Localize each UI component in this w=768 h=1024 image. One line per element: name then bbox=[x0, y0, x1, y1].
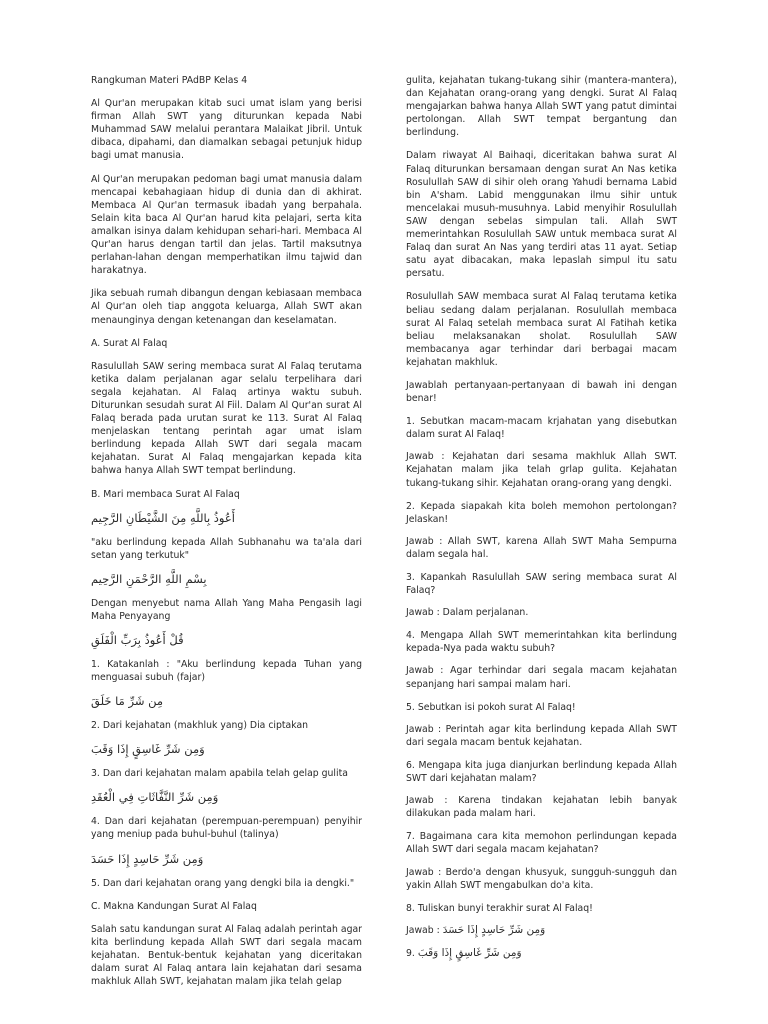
answer-1: Jawab : Kejahatan dari sesama makhluk Allah SWT. Kejahatan malam jika telah grlap gulita. Kejahatan tukang-tukang sihir. Kejahatan orang-orang yang dengki. bbox=[406, 451, 677, 489]
question-5: 5. Sebutkan isi pokoh surat Al Falaq! bbox=[406, 701, 576, 713]
translation-taawudz: "aku berlindung kepada Allah Subhanahu wa ta'ala dari setan yang terkutuk" bbox=[91, 536, 362, 561]
question-4: 4. Mengapa Allah SWT memerintahkan kita berlindung kepada-Nya pada waktu subuh? bbox=[406, 630, 677, 655]
translation-basmalah: Dengan menyebut nama Allah Yang Maha Pengasih lagi Maha Penyayang bbox=[91, 597, 362, 622]
answer-5: Jawab : Perintah agar kita berlindung kepada Allah SWT dari segala macam bentuk kejahatan. bbox=[406, 723, 677, 748]
question-6: 6. Mengapa kita juga dianjurkan berlindung kepada Allah SWT dari kejahatan malam? bbox=[406, 759, 677, 785]
arabic-verse-2: مِن شَرِّ مَا خَلَقَ bbox=[91, 694, 164, 709]
arabic-verse-3: وَمِن شَرِّ غَاسِقٍ إِذَا وَقَبَ bbox=[91, 742, 205, 757]
left-column bbox=[91, 74, 362, 998]
question-9-label: 9. bbox=[406, 947, 418, 959]
answer-8-label: Jawab : bbox=[406, 924, 443, 936]
heading-section-b: B. Mari membaca Surat Al Falaq bbox=[91, 488, 240, 500]
translation-verse-1: 1. Katakanlah : "Aku berlindung kepada Tuhan yang menguasai subuh (fajar) bbox=[91, 659, 362, 684]
heading-section-a: A. Surat Al Falaq bbox=[91, 337, 168, 349]
question-2: 2. Kepada siapakah kita boleh memohon pertolongan? Jelaskan! bbox=[406, 500, 677, 525]
paragraph-meaning: Salah satu kandungan surat Al Falaq adalah perintah agar kita berlindung kepada Allah SWT dari segala macam kejahatan. Bentuk-bentuk kejahatan yang diceritakan dalam surat Al Falaq antara lain kejahatan dari sesama makhluk Allah SWT, kejahatan malam jika telah gelap bbox=[91, 923, 362, 988]
question-8: 8. Tuliskan bunyi terakhir surat Al Falaq! bbox=[406, 902, 593, 914]
translation-verse-5: 5. Dan dari kejahatan orang yang dengki bila ia dengki." bbox=[91, 877, 355, 889]
paragraph-home: Jika sebuah rumah dibangun dengan kebiasaan membaca Al Qur'an oleh tiap anggota keluarga, Allah SWT akan menaunginya dengan ketenangan dan keselamatan. bbox=[91, 288, 362, 326]
answer-4: Jawab : Agar terhindar dari segala macam kejahatan sepanjang hari sampai malam hari. bbox=[406, 665, 677, 690]
question-9 bbox=[406, 947, 677, 960]
answer-6: Jawab : Karena tindakan kejahatan lebih banyak dilakukan pada malam hari. bbox=[406, 795, 677, 820]
document-title: Rangkuman Materi PAdBP Kelas 4 bbox=[91, 75, 248, 86]
arabic-verse-5: وَمِن شَرِّ حَاسِدٍ إِذَا حَسَدَ bbox=[91, 851, 204, 866]
paragraph-surat-al-falaq: Rasulullah SAW sering membaca surat Al Falaq terutama ketika dalam perjalanan agar selalu terpelihara dari segala kejahatan. Al Falaq artinya waktu subuh. Diturunkan sesudah surat Al Fiil. Dalam Al Qur'an surat Al Falaq berada pada urutan surat ke 113. Surat Al Falaq menjelaskan tentang perintah agar umat islam berlindung kepada Allah SWT dari segala macam kejahatan. Surat Al Falaq mengajarkan kepada kita bahwa hanya Allah SWT tempat berlindung. bbox=[91, 360, 362, 477]
question-7: 7. Bagaimana cara kita memohon perlindungan kepada Allah SWT dari segala macam kejahatan? bbox=[406, 831, 677, 856]
translation-verse-3: 3. Dan dari kejahatan malam apabila telah gelap gulita bbox=[91, 768, 348, 780]
answer-2: Jawab : Allah SWT, karena Allah SWT Maha Sempurna dalam segala hal. bbox=[406, 535, 677, 560]
answer-8 bbox=[406, 924, 677, 937]
translation-verse-2: 2. Dari kejahatan (makhluk yang) Dia ciptakan bbox=[91, 720, 309, 732]
answer-7: Jawab : Berdo'a dengan khusyuk, sungguh-sungguh dan yakin Allah SWT mengabulkan do'a kita. bbox=[406, 866, 677, 891]
arabic-taawudz: أَعُوذُ بِاللَّهِ مِنَ الشَّيْطَانِ الرَّجِيم bbox=[91, 510, 235, 525]
arabic-verse-1: قُلْ أَعُوذُ بِرَبِّ الْفَلَقِ bbox=[91, 633, 184, 647]
arabic-basmalah: بِسْمِ اللَّهِ الرَّحْمَنِ الرَّحِيم bbox=[91, 571, 207, 586]
paragraph-reading-time: Rosulullah SAW membaca surat Al Falaq terutama ketika beliau sedang dalam perjalanan. Rosulullah membaca surat Al Falaq setelah membaca surat Al Fatihah ketika beliau melaksanakan sholat. Rosulullah SAW membacanya agar terhindar dari berbagai macam kejahatan makhluk. bbox=[406, 291, 677, 368]
paragraph-intro: Al Qur'an merupakan kitab suci umat islam yang berisi firman Allah SWT yang diturunkan kepada Nabi Muhammad SAW melalui perantara Malaikat Jibril. Untuk dibaca, dipahami, dan diamalkan sebagai petunjuk hidup bagi umat manusia. bbox=[91, 98, 362, 162]
arabic-verse-4: وَمِن شَرِّ النَّفَّاثَاتِ فِي الْعُقَدِ bbox=[91, 790, 219, 805]
heading-section-c: C. Makna Kandungan Surat Al Falaq bbox=[91, 900, 257, 912]
answer-8-arabic: وَمِن شَرِّ حَاسِدٍ إِذَا حَسَدَ bbox=[442, 923, 546, 936]
right-column bbox=[406, 74, 677, 970]
paragraph-meaning-continued: gulita, kejahatan tukang-tukang sihir (mantera-mantera), dan Kejahatan orang-orang yang dengki. Surat Al Falaq mengajarkan bahwa hanya Allah SWT yang patut dimintai pertolongan. Allah SWT tempat bergantung dan berlindung. bbox=[406, 75, 677, 139]
translation-verse-4: 4. Dan dari kejahatan (perempuan-perempuan) penyihir yang meniup pada buhul-buhul (talinya) bbox=[91, 816, 362, 841]
question-1: 1. Sebutkan macam-macam krjahatan yang disebutkan dalam surat Al Falaq! bbox=[406, 416, 677, 441]
question-3: 3. Kapankah Rasulullah SAW sering membaca surat Al Falaq? bbox=[406, 572, 677, 597]
exercise-instruction: Jawablah pertanyaan-pertanyaan di bawah ini dengan benar! bbox=[406, 379, 677, 405]
paragraph-guidance: Al Qur'an merupakan pedoman bagi umat manusia dalam mencapai kebahagiaan hidup di dunia dan di akhirat. Membaca Al Qur'an termasuk ibadah yang berpahala. Selain kita baca Al Qur'an harud kita pelajari, serta kita amalkan isinya dalam kehidupan sehari-hari. Membaca Al Qur'an harus dengan tartil dan jelas. Tartil maksutnya perlahan-lahan dengan memperhatikan ilmu tajwid dan harakatnya. bbox=[91, 173, 362, 277]
question-9-arabic: وَمِن شَرِّ غَاسِقٍ إِذَا وَقَبَ bbox=[417, 946, 522, 959]
paragraph-riwayat: Dalam riwayat Al Baihaqi, diceritakan bahwa surat Al Falaq diturunkan bersamaan dengan surat An Nas ketika Rosulullah SAW di sihir oleh orang Yahudi bernama Labid bin A'sham. Labid menggunakan ilmu sihir untuk mencelakai musuh-musuhnya. Labid menyihir Rosulullah SAW dengan sebelas simpulan tali. Allah SWT memerintahkan Rosulullah SAW untuk membaca surat Al Falaq dan surat An Nas yang terdiri atas 11 ayat. Setiap satu ayat dibacakan, maka lepaslah simpul itu satu persatu. bbox=[406, 150, 677, 280]
answer-3: Jawab : Dalam perjalanan. bbox=[406, 607, 529, 619]
